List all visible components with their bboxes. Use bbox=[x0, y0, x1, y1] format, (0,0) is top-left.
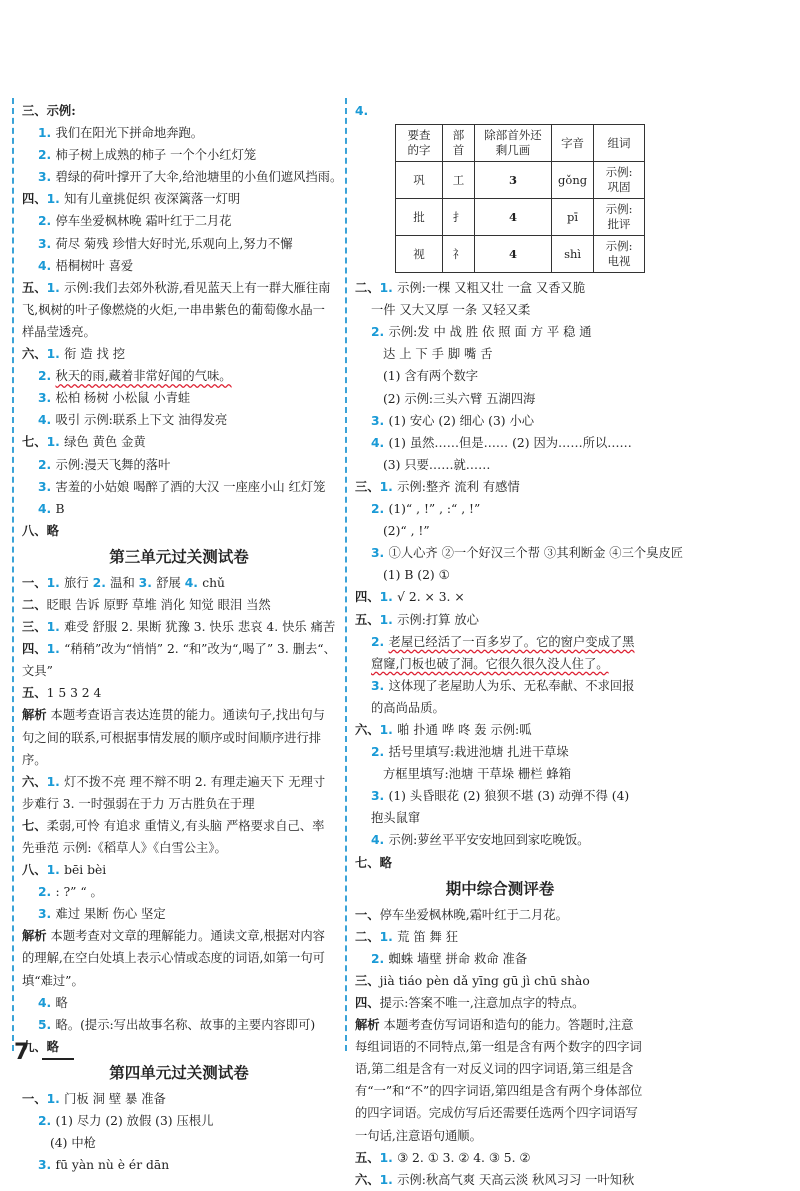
right-line bbox=[355, 948, 645, 970]
sub-number: 1. bbox=[46, 435, 65, 450]
sub-number: 2. bbox=[371, 634, 389, 649]
question-number: 三、 bbox=[355, 478, 380, 494]
table-cell: 批 bbox=[396, 199, 443, 236]
sub-number: 2. bbox=[371, 951, 389, 966]
left-line bbox=[22, 903, 336, 925]
answer-text: 示例:漫天飞舞的落叶 bbox=[55, 457, 171, 472]
right-line bbox=[355, 498, 645, 520]
table-cell: 4 bbox=[475, 236, 552, 273]
answer-text: 梧桐树叶 喜爱 bbox=[55, 258, 134, 273]
sub-number: 1. bbox=[379, 612, 398, 627]
sub-number: 1. bbox=[46, 642, 65, 657]
answer-text: “稍稍”改为“悄悄” 2. “和”改为“,喝了” 3. 删去“、文具” bbox=[22, 642, 336, 679]
right-line bbox=[355, 926, 645, 948]
answer-text: 柔弱,可怜 有追求 重情义,有头脑 严格要求自己、率先垂范 示例:《稻草人》《白雪公主》。 bbox=[22, 818, 325, 855]
answer-text: 括号里填写:栽进池塘 扎进干草垛 bbox=[388, 745, 569, 760]
question-number: 五、 bbox=[22, 279, 47, 295]
answer-text: (1) 虽然……但是…… (2) 因为……所以…… bbox=[388, 435, 632, 450]
sub-number: 1. bbox=[46, 620, 65, 635]
right-line bbox=[355, 1147, 645, 1169]
answer-text: 旅行 bbox=[64, 575, 93, 590]
right-line bbox=[355, 741, 645, 763]
right-line bbox=[355, 904, 645, 926]
sub-number: 1. bbox=[379, 722, 398, 737]
answer-text: 荒 笛 舞 狂 bbox=[397, 929, 459, 944]
table-header-cell: 除部首外还剩几画 bbox=[475, 125, 552, 162]
sub-number: 2. bbox=[371, 325, 389, 340]
sub-number: 3. bbox=[371, 678, 389, 693]
answer-text: 示例:整齐 流利 有感情 bbox=[397, 479, 520, 494]
table-cell: 4 bbox=[475, 199, 552, 236]
sub-number: 3. bbox=[138, 575, 157, 590]
sub-number: 3. bbox=[371, 413, 389, 428]
right-line bbox=[355, 785, 645, 829]
left-line bbox=[22, 682, 336, 704]
right-line bbox=[355, 476, 645, 498]
sub-number: 4. bbox=[38, 501, 56, 516]
answer-text: 方框里填写:池塘 干草垛 栅栏 蜂箱 bbox=[383, 767, 572, 782]
question-number: 五、 bbox=[22, 685, 47, 701]
answer-text: 示例:发 中 战 胜 依 照 面 方 平 稳 通 bbox=[388, 325, 592, 340]
left-line bbox=[22, 188, 336, 210]
left-line bbox=[22, 771, 336, 815]
left-line bbox=[22, 859, 336, 881]
sub-number: 3. bbox=[38, 236, 56, 251]
answer-text: 难过 果断 伤心 坚定 bbox=[55, 907, 166, 922]
section-title: 期中综合测评卷 bbox=[445, 879, 555, 898]
answer-text: 松柏 杨树 小松鼠 小青蛙 bbox=[55, 391, 191, 406]
sub-number: 2. bbox=[371, 502, 389, 517]
answer-text: 知有儿童挑促织 夜深篱落一灯明 bbox=[64, 192, 241, 207]
left-dashed-border bbox=[12, 98, 14, 1051]
table-cell: shì bbox=[552, 236, 594, 273]
left-line bbox=[22, 498, 336, 520]
right-line bbox=[355, 586, 645, 608]
analysis-label: 解析 bbox=[355, 1017, 380, 1033]
answer-text: fū yàn nù è ér dān bbox=[55, 1158, 170, 1173]
answer-text: : ?” “ 。 bbox=[55, 885, 103, 900]
answer-text: (2) 示例:三头六臂 五湖四海 bbox=[383, 391, 536, 406]
answer-text: (1)“ , !” , :“ , !” bbox=[388, 502, 481, 517]
sub-number: 1. bbox=[379, 479, 398, 494]
sub-number: 4. bbox=[355, 104, 369, 118]
answer-text: 碧绿的荷叶撑开了大伞,给池塘里的小鱼们遮风挡雨。 bbox=[55, 170, 343, 185]
sub-number: 2. bbox=[38, 214, 56, 229]
left-line bbox=[22, 925, 336, 991]
right-line bbox=[355, 277, 645, 299]
left-line bbox=[22, 1110, 336, 1132]
sub-number: 1. bbox=[46, 280, 65, 295]
table-row bbox=[396, 236, 645, 273]
question-number: 八、 bbox=[22, 862, 47, 878]
answer-text: 达 上 下 手 脚 嘴 舌 bbox=[383, 347, 493, 362]
answer-text: 停车坐爱枫林晚 霜叶红于二月花 bbox=[55, 214, 232, 229]
answer-text: 荷尽 菊残 珍惜大好时光,乐观向上,努力不懈 bbox=[55, 236, 293, 251]
right-line bbox=[355, 829, 645, 851]
answer-text: √ 2. × 3. × bbox=[397, 590, 465, 605]
sub-number: 5. bbox=[38, 1017, 56, 1032]
answer-text: 眨眼 告诉 原野 草堆 消化 知觉 眼泪 当然 bbox=[46, 597, 271, 612]
right-line bbox=[355, 719, 645, 741]
answer-text: 停车坐爱枫林晚,霜叶红于二月花。 bbox=[379, 907, 568, 922]
table-header-cell: 组词 bbox=[594, 125, 645, 162]
sub-number: 3. bbox=[371, 789, 389, 804]
right-line bbox=[355, 542, 684, 564]
sub-number: 1. bbox=[379, 929, 398, 944]
question-number: 七、 bbox=[22, 434, 47, 450]
answer-text: 舒展 bbox=[156, 575, 185, 590]
left-line bbox=[22, 365, 336, 387]
table-row bbox=[396, 162, 645, 199]
answer-text: 本题考查语言表达连贯的能力。通读句子,找出句与句之间的联系,可根据事情发展的顺序或时间顺序进行排序。 bbox=[22, 708, 325, 767]
left-line bbox=[22, 638, 336, 682]
table-cell: 示例:批评 bbox=[594, 199, 645, 236]
question-number: 六、 bbox=[355, 721, 380, 737]
answer-text: (1) B (2) ① bbox=[383, 568, 450, 583]
answer-text: (1) 含有两个数字 bbox=[383, 369, 479, 384]
table-header-cell: 要查的字 bbox=[396, 125, 443, 162]
answer-text: 秋天的雨,藏着非常好闻的气味。 bbox=[55, 369, 232, 384]
left-line bbox=[22, 881, 336, 903]
table-cell: 示例:电视 bbox=[594, 236, 645, 273]
table-row bbox=[396, 199, 645, 236]
question-number: 一、 bbox=[22, 1090, 47, 1106]
right-line bbox=[355, 992, 645, 1014]
sub-number: 4. bbox=[38, 995, 56, 1010]
answer-text: 老屋已经活了一百多岁了。它的窗户变成了黑窟窿,门板也破了洞。它很久很久没人住了。 bbox=[371, 634, 635, 671]
answer-text: 吸引 示例:联系上下文 油得发亮 bbox=[55, 413, 228, 428]
sub-number: 1. bbox=[46, 863, 65, 878]
table-cell: 礻 bbox=[443, 236, 475, 273]
sub-number: 2. bbox=[92, 575, 111, 590]
left-line bbox=[22, 520, 336, 542]
question-number: 八、略 bbox=[22, 522, 59, 538]
left-line bbox=[22, 431, 336, 453]
sub-number: 3. bbox=[38, 1158, 56, 1173]
sub-number: 1. bbox=[46, 575, 65, 590]
analysis-label: 解析 bbox=[22, 707, 47, 723]
question-number: 三、 bbox=[355, 972, 380, 988]
answer-text: 略 bbox=[55, 995, 68, 1010]
question-number: 四、 bbox=[355, 589, 380, 605]
answer-text: chǔ bbox=[202, 575, 225, 590]
right-column bbox=[355, 100, 684, 1191]
answer-text: 示例:一棵 又粗又壮 一盒 又香又脆 bbox=[397, 281, 586, 296]
analysis-label: 解析 bbox=[22, 928, 47, 944]
right-line bbox=[355, 520, 645, 542]
sub-number: 2. bbox=[38, 457, 56, 472]
sub-number: 4. bbox=[371, 833, 389, 848]
page-number-dash bbox=[42, 1058, 74, 1060]
sub-number: 3. bbox=[38, 391, 56, 406]
answer-text: (1) 尽力 (2) 放假 (3) 压根儿 bbox=[55, 1114, 214, 1129]
left-line bbox=[22, 277, 336, 343]
left-line bbox=[22, 1088, 336, 1110]
sub-number: 3. bbox=[38, 170, 56, 185]
answer-text: (1) 头昏眼花 (2) 狼狈不堪 (3) 动弹不得 (4) 抱头鼠窜 bbox=[371, 789, 630, 826]
question-number: 二、 bbox=[355, 928, 380, 944]
answer-text: 本题考查仿写词语和造句的能力。答题时,注意每组词语的不同特点,第一组是含有两个数字的四字词语,第二组是含有一对反义词的四字词语,第三组是含有“一”和“不”的四字词语,第四组是含有两个身体部位的四字词语。完成仿写后还需要任选两个四字词语写一句话,注意语句通顺。 bbox=[355, 1018, 643, 1143]
left-line bbox=[22, 233, 336, 255]
question-number: 七、 bbox=[22, 817, 47, 833]
table-cell: 视 bbox=[396, 236, 443, 273]
question-number: 二、 bbox=[355, 280, 380, 296]
left-line bbox=[22, 476, 336, 498]
left-line bbox=[22, 343, 336, 365]
answer-text: 害羞的小姑娘 喝醉了酒的大汉 一座座小山 红灯笼 bbox=[55, 479, 326, 494]
question-number: 四、 bbox=[355, 995, 380, 1010]
answer-text: 衔 造 找 挖 bbox=[64, 347, 126, 362]
answer-text: 门板 洞 壁 暴 准备 bbox=[64, 1091, 166, 1106]
answer-text: 一件 又大又厚 一条 又轻又柔 bbox=[371, 303, 531, 318]
question-number: 六、 bbox=[22, 773, 47, 789]
table-cell: 巩 bbox=[396, 162, 443, 199]
answer-text: 示例:我们去郊外秋游,看见蓝天上有一群大雁往南飞,枫树的叶子像燃烧的火炬,一串串紫色的葡萄像水晶一样晶莹透亮。 bbox=[22, 280, 331, 339]
left-line bbox=[22, 122, 336, 144]
answer-text: ③ 2. ① 3. ② 4. ③ 5. ② bbox=[397, 1150, 531, 1165]
sub-number: 1. bbox=[379, 590, 398, 605]
right-line bbox=[355, 299, 645, 321]
character-lookup-table bbox=[395, 124, 645, 273]
right-line bbox=[355, 365, 645, 387]
answer-text: 啪 扑通 哗 咚 轰 示例:呱 bbox=[397, 722, 532, 737]
answer-text: (4) 中枪 bbox=[50, 1136, 96, 1151]
right-line bbox=[355, 388, 645, 410]
left-line bbox=[22, 1036, 336, 1058]
right-line bbox=[355, 564, 645, 586]
sub-number: 1. bbox=[46, 774, 65, 789]
sub-number: 1. bbox=[46, 1091, 65, 1106]
left-line bbox=[22, 1154, 336, 1176]
question-number: 二、 bbox=[22, 596, 47, 612]
right-line bbox=[355, 343, 645, 365]
sub-number: 4. bbox=[371, 435, 389, 450]
left-line bbox=[22, 255, 336, 277]
answer-text: 示例:萝丝平平安安地回到家吃晚饭。 bbox=[388, 833, 590, 848]
sub-number: 2. bbox=[38, 1114, 56, 1129]
left-line bbox=[22, 992, 336, 1014]
section-title: 第三单元过关测试卷 bbox=[109, 547, 249, 566]
answer-text: 提示:答案不唯一,注意加点字的特点。 bbox=[379, 996, 585, 1010]
answer-text: 难受 舒服 2. 果断 犹豫 3. 快乐 悲哀 4. 快乐 痛苦 bbox=[64, 620, 336, 635]
sub-number: 3. bbox=[371, 546, 389, 561]
question-number: 一、 bbox=[22, 574, 47, 590]
answer-text: (1) 安心 (2) 细心 (3) 小心 bbox=[388, 413, 535, 428]
sub-number: 1. bbox=[46, 192, 65, 207]
sub-number: 4. bbox=[184, 575, 203, 590]
right-line bbox=[355, 321, 645, 343]
right-line bbox=[355, 852, 645, 874]
sub-number: 3. bbox=[38, 479, 56, 494]
sub-number: 2. bbox=[38, 148, 56, 163]
right-line bbox=[355, 432, 645, 454]
answer-text: (2)“ , !” bbox=[383, 524, 430, 539]
sub-number: 1. bbox=[379, 281, 398, 296]
table-cell: 示例:巩固 bbox=[594, 162, 645, 199]
answer-text: 灯不拨不亮 理不辩不明 2. 有理走遍天下 无理寸步难行 3. 一时强弱在于力 万古胜负在于理 bbox=[22, 774, 326, 811]
sub-number: 1. bbox=[38, 126, 56, 141]
left-line bbox=[22, 815, 336, 859]
left-line bbox=[22, 572, 336, 594]
right-line bbox=[355, 454, 645, 476]
answer-text: 示例:打算 放心 bbox=[397, 612, 479, 627]
right-line bbox=[355, 609, 645, 631]
answer-text: B bbox=[55, 501, 65, 516]
answer-text: 柿子树上成熟的柿子 一个个小红灯笼 bbox=[55, 148, 257, 163]
question-number: 三、 bbox=[22, 619, 47, 635]
question-number: 九、略 bbox=[22, 1038, 59, 1054]
sub-number: 4. bbox=[38, 258, 56, 273]
sub-number: 2. bbox=[38, 369, 56, 384]
sub-number: 1. bbox=[379, 1172, 398, 1187]
question-number: 七、略 bbox=[355, 854, 392, 870]
answer-text: bēi bèi bbox=[64, 863, 107, 878]
question-number: 四、 bbox=[22, 641, 47, 657]
page-number: 7 bbox=[14, 1040, 30, 1065]
answer-text: 1 5 3 2 4 bbox=[46, 686, 102, 701]
question-number: 五、 bbox=[355, 1149, 380, 1165]
sub-number: 1. bbox=[379, 1150, 398, 1165]
right-line bbox=[355, 970, 645, 992]
middle-dashed-divider bbox=[345, 98, 347, 1051]
right-line bbox=[355, 1169, 645, 1191]
left-line bbox=[22, 704, 336, 770]
right-line bbox=[355, 763, 645, 785]
sub-number: 2. bbox=[38, 885, 56, 900]
answer-text: 蜘蛛 墙壁 拼命 救命 准备 bbox=[388, 951, 528, 966]
left-line bbox=[22, 1014, 336, 1036]
answer-text: (3) 只要……就…… bbox=[383, 457, 491, 472]
sub-number: 3. bbox=[38, 907, 56, 922]
question-number: 三、示例: bbox=[22, 103, 76, 118]
left-line bbox=[22, 454, 336, 476]
right-line bbox=[355, 675, 645, 719]
question-number: 四、 bbox=[22, 191, 47, 207]
left-line bbox=[22, 616, 336, 638]
left-line bbox=[22, 387, 336, 409]
answer-text: 这体现了老屋助人为乐、无私奉献、不求回报的高尚品质。 bbox=[371, 678, 635, 715]
left-line bbox=[22, 144, 336, 166]
answer-text: 本题考查对文章的理解能力。通读文章,根据对内容的理解,在空白处填上表示心情或态度的词语,如第一句可填“难过”。 bbox=[22, 929, 325, 988]
table-cell: 3 bbox=[475, 162, 552, 199]
left-line bbox=[22, 409, 336, 431]
right-line bbox=[355, 100, 645, 122]
right-line bbox=[355, 1014, 645, 1147]
answer-text: 示例:秋高气爽 天高云淡 秋风习习 一叶知秋 bbox=[397, 1172, 635, 1187]
question-number: 六、 bbox=[22, 346, 47, 362]
left-line bbox=[22, 1132, 336, 1154]
left-line bbox=[22, 100, 336, 122]
left-line bbox=[22, 594, 336, 616]
table-cell: pī bbox=[552, 199, 594, 236]
section-title: 第四单元过关测试卷 bbox=[109, 1063, 249, 1082]
question-number: 一、 bbox=[355, 906, 380, 922]
answer-text: ①人心齐 ②一个好汉三个帮 ③其利断金 ④三个臭皮匠 bbox=[388, 546, 684, 561]
answer-text: 略。(提示:写出故事名称、故事的主要内容即可) bbox=[55, 1017, 316, 1032]
right-line bbox=[355, 410, 645, 432]
answer-text: jià tiáo pèn dǎ yīng gū jì chū shào bbox=[379, 973, 590, 988]
sub-number: 2. bbox=[371, 745, 389, 760]
left-line bbox=[22, 166, 343, 188]
answer-text: 绿色 黄色 金黄 bbox=[64, 435, 146, 450]
table-header-cell: 字音 bbox=[552, 125, 594, 162]
table-cell: 扌 bbox=[443, 199, 475, 236]
table-cell: gǒng bbox=[552, 162, 594, 199]
table-header-cell: 部首 bbox=[443, 125, 475, 162]
answer-text: 我们在阳光下拼命地奔跑。 bbox=[55, 126, 204, 141]
left-line bbox=[22, 210, 336, 232]
question-number: 六、 bbox=[355, 1171, 380, 1187]
table-cell: 工 bbox=[443, 162, 475, 199]
answer-text: 温和 bbox=[110, 575, 139, 590]
sub-number: 1. bbox=[46, 347, 65, 362]
sub-number: 4. bbox=[38, 413, 56, 428]
right-line bbox=[355, 631, 645, 675]
left-column bbox=[22, 100, 343, 1176]
question-number: 五、 bbox=[355, 611, 380, 627]
